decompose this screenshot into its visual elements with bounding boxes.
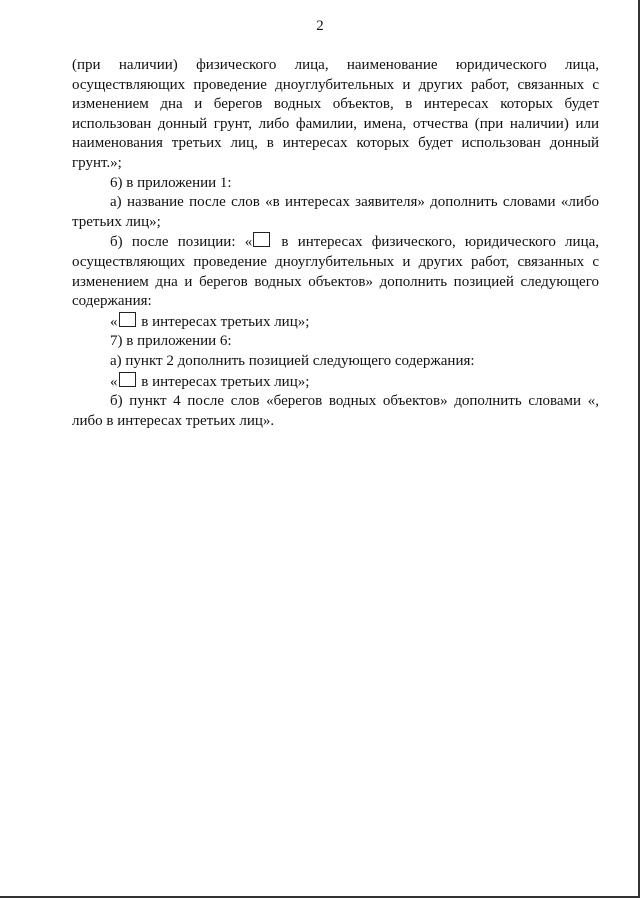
paragraph-item-7: 7) в приложении 6: — [110, 333, 232, 350]
paragraph-item-6: 6) в приложении 1: — [110, 174, 232, 191]
text-after-checkbox: в интересах третьих лиц»; — [137, 373, 310, 390]
text-after-checkbox: в интересах физического, юридического лица, осуществляющих проведение дноуглубительных и других работ, связанных с изменением дна и берегов водных объектов» дополнить позицией следующего содержания: — [72, 234, 600, 310]
paragraph-item-6a: а) название после слов «в интересах заявителя» дополнить словами «либо третьих лиц»; — [72, 194, 599, 230]
checkbox-icon — [253, 232, 270, 247]
document-body — [72, 56, 599, 431]
position-third-parties-1 — [72, 312, 599, 333]
text-before-checkbox: б) после позиции: « — [110, 234, 253, 251]
paragraph-continuation: (при наличии) физического лица, наименование юридического лица, осуществляющих проведение дноуглубительных и других работ, связанных с изменением дна и берегов водных объектов, в интересах которых будет использован донный грунт, либо фамилии, имена, отчества (при наличии) или наименования третьих лиц, в интересах которых будет использован донный грунт.»; — [72, 57, 599, 171]
text-before-checkbox: « — [110, 373, 118, 390]
checkbox-icon — [119, 312, 136, 327]
text-after-checkbox: в интересах третьих лиц»; — [137, 313, 310, 330]
text-before-checkbox: « — [110, 313, 118, 330]
paragraph-item-6b — [72, 232, 599, 311]
paragraph-item-7b: б) пункт 4 после слов «берегов водных объектов» дополнить словами «, либо в интересах третьих лиц». — [72, 393, 599, 429]
position-third-parties-2 — [72, 372, 599, 393]
page-number: 2 — [316, 18, 324, 34]
paragraph-item-7a: а) пункт 2 дополнить позицией следующего содержания: — [110, 352, 475, 369]
checkbox-icon — [119, 372, 136, 387]
